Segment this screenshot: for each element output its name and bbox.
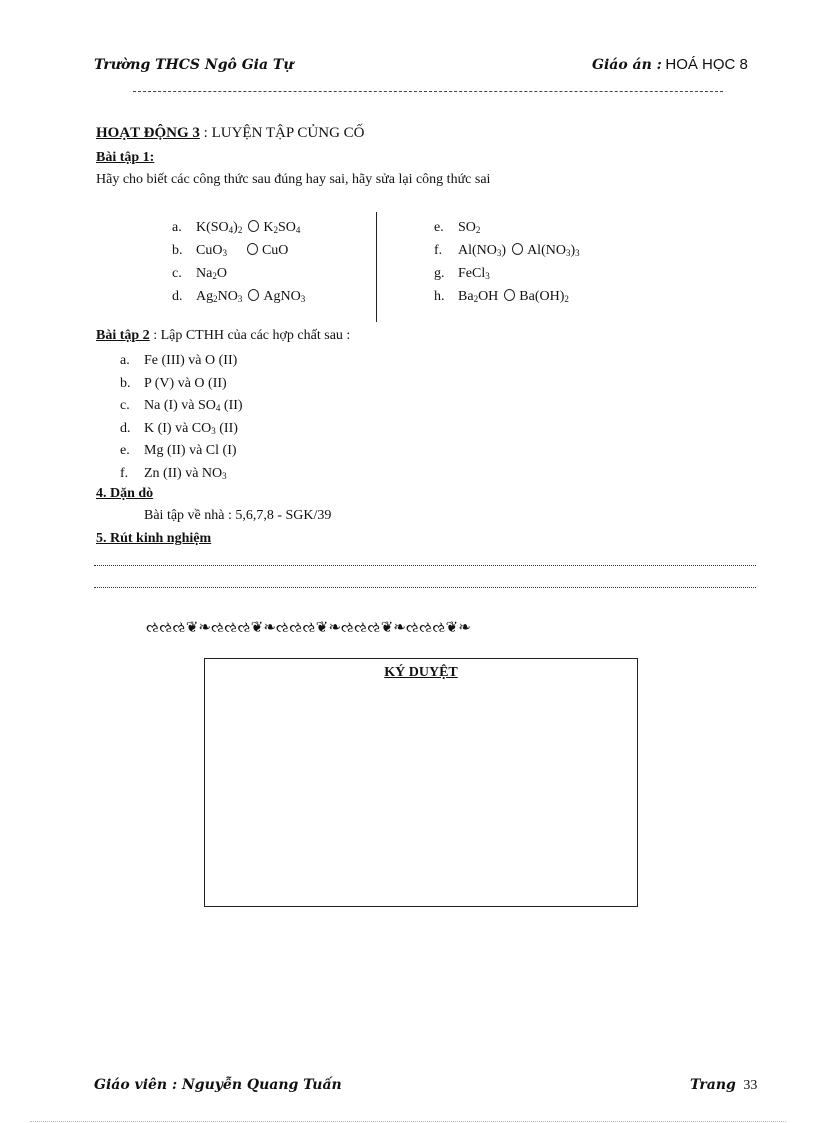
approval-title: KÝ DUYỆT [384, 665, 458, 680]
list-item: h. $Ba_2OH$ $Ba(OH)_2$ [434, 289, 569, 304]
arrow-circle-icon [247, 243, 258, 255]
exercise1-instruction: Hãy cho biết các công thức sau đúng hay sai, hãy sửa lại công thức sai [96, 172, 491, 187]
activity-heading [96, 125, 365, 142]
list-item: d. K (I) và $CO_3$ (II) [120, 420, 238, 436]
exercise2-heading [96, 328, 350, 344]
page-number: 33 [743, 1078, 758, 1093]
approval-box [204, 658, 638, 907]
arrow-circle-icon [512, 243, 523, 255]
homework-text: Bài tập về nhà : 5,6,7,8 - SGK/39 [144, 508, 332, 523]
activity-label: HOẠT ĐỘNG 3 [96, 125, 200, 141]
header-divider [133, 91, 723, 92]
column-divider [376, 212, 377, 322]
exercise1-left-list [172, 216, 305, 308]
plan-label: Giáo án : [592, 57, 662, 73]
page-bottom-edge [30, 1121, 786, 1122]
exercise1-right-list [434, 216, 580, 308]
school-name: Trường THCS Ngô Gia Tự [94, 57, 294, 73]
plan-header [592, 56, 748, 74]
exercise1-title: Bài tập 1: [96, 150, 155, 165]
list-item: g. FeCl$_3$ [434, 266, 490, 281]
experience-title: 5. Rút kinh nghiệm [96, 531, 212, 546]
list-item: c. $Na_2O$ [172, 266, 227, 281]
list-item: b. P (V) và O (II) [120, 375, 227, 391]
page-label: Trang [690, 1077, 736, 1093]
subject-name: HOÁ HỌC 8 [665, 56, 748, 73]
list-item: a. Fe (III) và O (II) [120, 353, 238, 368]
ornament-divider: ઌઌઌ❦❧ઌઌઌ❦❧ઌઌઌ❦❧ઌઌઌ❦❧ઌઌઌ❦❧ [146, 618, 471, 636]
teacher-name: Giáo viên : Nguyễn Quang Tuấn [94, 1077, 342, 1093]
dotted-line [94, 565, 756, 566]
list-item: a. $K(SO_4)_2$ $K_2SO_4$ [172, 220, 301, 235]
list-item: e. $SO_2$ [434, 220, 481, 235]
arrow-circle-icon [248, 220, 259, 232]
list-item: d. $Ag_2NO_3$ AgNO$_3$ [172, 289, 306, 304]
homework-title: 4. Dặn dò [96, 486, 154, 501]
page-indicator [690, 1077, 757, 1094]
arrow-circle-icon [504, 289, 515, 301]
list-item: f. Zn (II) và $NO_3$ [120, 465, 227, 481]
list-item: e. Mg (II) và Cl (I) [120, 443, 237, 458]
exercise2-instruction: : Lập CTHH của các hợp chất sau : [153, 328, 351, 343]
list-item: b. CuO$_3$ CuO [172, 243, 289, 258]
activity-title: : LUYỆN TẬP CỦNG CỐ [203, 125, 365, 141]
exercise2-title: Bài tập 2 [96, 328, 150, 343]
list-item: f. $Al(NO_3)$ $Al(NO_3)_3$ [434, 243, 580, 258]
list-item: c. Na (I) và $SO_4$ (II) [120, 398, 243, 413]
arrow-circle-icon [248, 289, 259, 301]
dotted-line [94, 587, 756, 588]
exercise2-list [120, 350, 243, 485]
